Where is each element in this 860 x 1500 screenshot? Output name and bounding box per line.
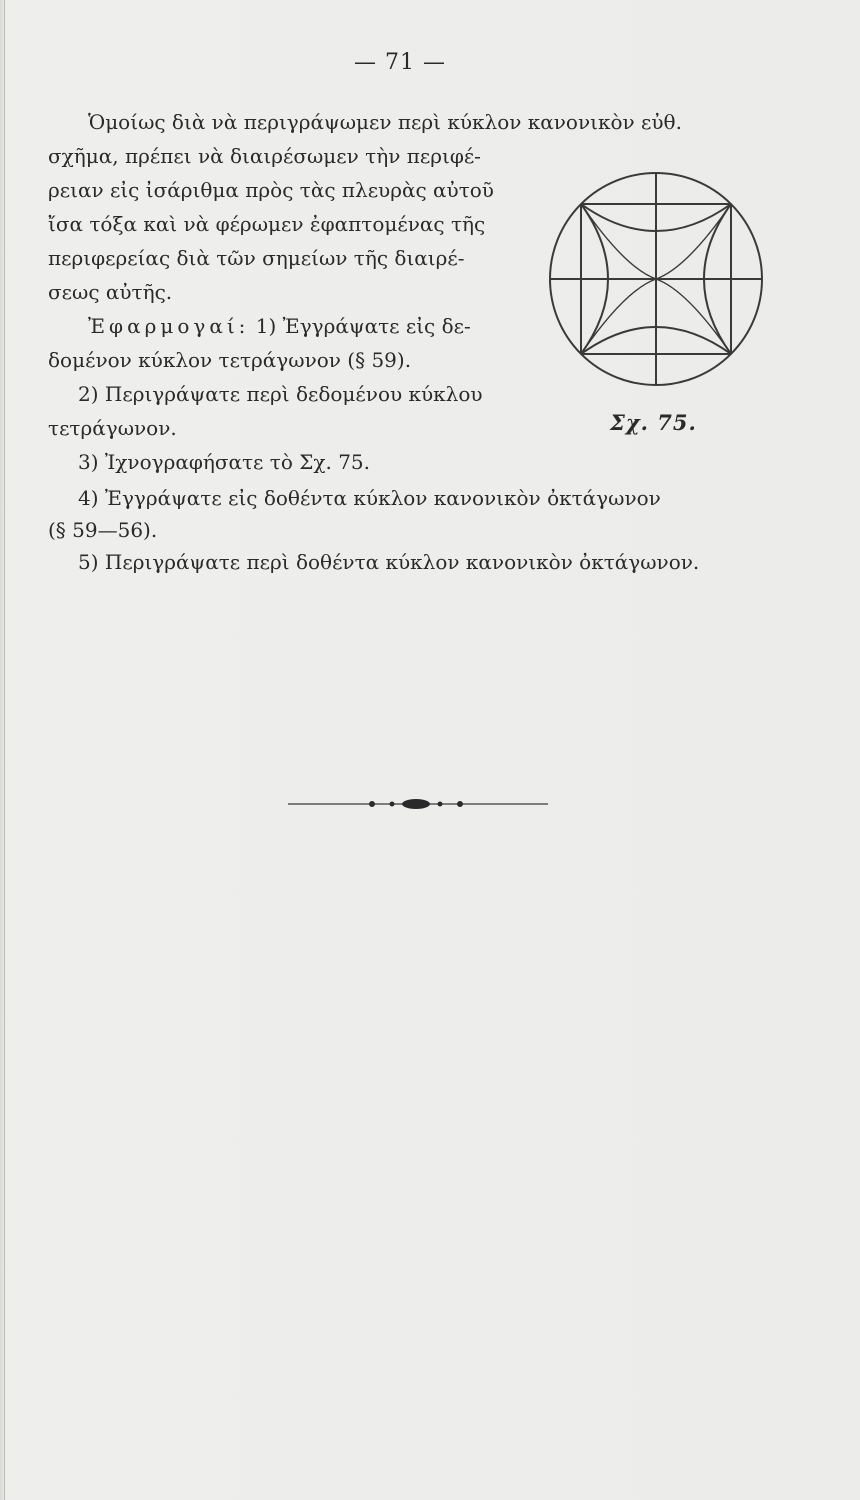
applications-heading: Ἐφαρμογαί: (88, 314, 250, 338)
page-edge-shadow (4, 0, 5, 1500)
application-4-part2: (§ 59—56). (48, 518, 158, 542)
application-3: 3) Ἰχνογραφήσατε τὸ Σχ. 75. (78, 450, 371, 474)
applications-line (88, 312, 471, 340)
ornament-divider (288, 792, 548, 816)
application-5: 5) Περιγράψατε περὶ δοθέντα κύκλον κανονικὸν ὀκτάγωνον. (78, 550, 700, 574)
figure-caption: Σχ. 75. (610, 410, 697, 435)
page-number: — 71 — (354, 50, 446, 75)
application-2-part2: τετράγωνον. (48, 416, 177, 440)
text-line-3: ρειαν εἰς ἰσάριθμα πρὸς τὰς πλευρὰς αὐτοῦ (48, 178, 494, 202)
text-line-6: σεως αὐτῆς. (48, 280, 173, 304)
application-1-part2: δομένον κύκλον τετράγωνον (§ 59). (48, 348, 412, 372)
figure-75-diagram (545, 168, 767, 390)
text-line-1: Ὁμοίως διὰ νὰ περιγράψωμεν περὶ κύκλον κανονικὸν εὐθ. (88, 110, 682, 134)
text-line-2: σχῆμα, πρέπει νὰ διαιρέσωμεν τὴν περιφέ- (48, 144, 481, 168)
application-1-part1: 1) Ἐγγράψατε εἰς δε- (255, 314, 471, 338)
application-4-part1: 4) Ἐγγράψατε εἰς δοθέντα κύκλον κανονικὸν ὀκτάγωνον (78, 486, 661, 510)
text-line-4: ἴσα τόξα καὶ νὰ φέρωμεν ἐφαπτομένας τῆς (48, 212, 486, 236)
text-line-5: περιφερείας διὰ τῶν σημείων τῆς διαιρέ- (48, 246, 465, 270)
application-2-part1: 2) Περιγράψατε περὶ δεδομένου κύκλου (78, 382, 483, 406)
